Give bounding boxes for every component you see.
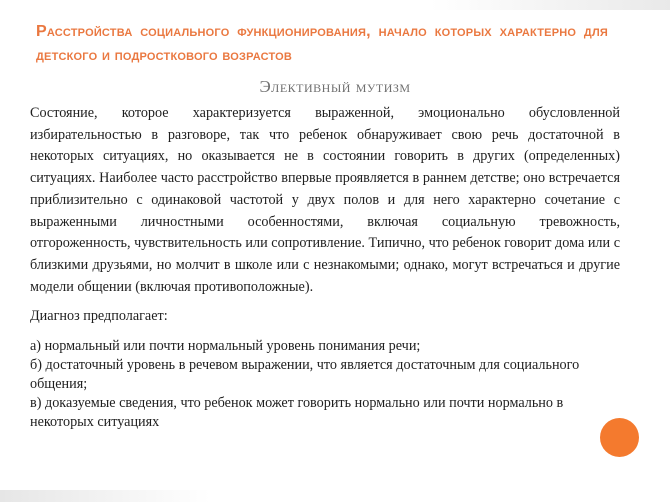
slide-subtitle: Элективный мутизм [259, 77, 411, 96]
criteria-list [30, 337, 620, 432]
slide-heading: Расстройства социального функционирования, начало которых характерно для детского и подросткового возрастов [36, 23, 608, 64]
orange-circle-decoration [600, 418, 639, 457]
criterion-item: а) нормальный или почти нормальный уровень понимания речи; [30, 338, 421, 355]
criterion-item: б) достаточный уровень в речевом выражении, что является достаточным для социального общения; [30, 357, 580, 393]
slide-content [30, 103, 620, 432]
decorative-corner-top [430, 0, 670, 10]
description-paragraph: Состояние, которое характеризуется выраженной, эмоционально обусловленной избирательностью в разговоре, так что ребенок обнаруживает свою речь достаточной в некоторых ситуациях, но оказывается не в состоянии говорить в других (определенных) ситуациях. Наиболее часто расстройство впервые проявляется в раннем детстве; оно встречается приблизительно с одинаковой частотой у двух полов и для него характерно сочетание с выраженными личностными особенностями, включая социальную тревожность, отгороженность, чувствительность или сопротивление. Типично, что ребенок говорит дома или с близкими друзьями, но молчит в школе или с незнакомыми; однако, могут встречаться и другие модели общении (включая противоположные). [30, 105, 620, 295]
criterion-item: в) доказуемые сведения, что ребенок может говорить нормально или почти нормально в некоторых ситуациях [30, 395, 564, 431]
decorative-corner-bottom [0, 490, 210, 502]
diagnosis-intro: Диагноз предполагает: [30, 308, 168, 325]
